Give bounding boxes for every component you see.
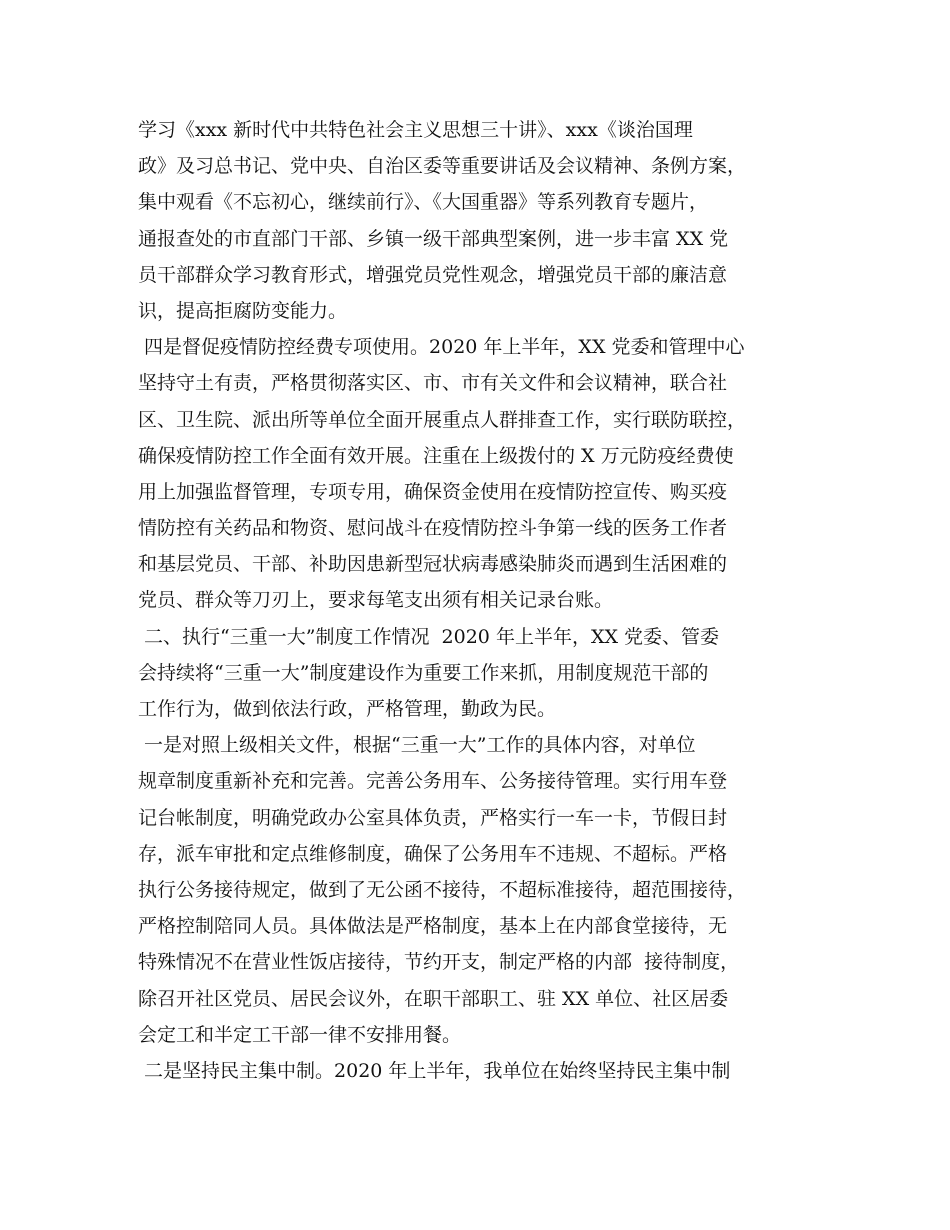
text-line: 一是对照上级相关文件，根据“三重一大”工作的具体内容，对单位 [138, 734, 696, 757]
text-line: 情防控有关药品和物资、慰问战斗在疫情防控斗争第一线的医务工作者 [138, 517, 728, 540]
text-line: 二、执行“三重一大”制度工作情况 2020 年上半年，XX 党委、管委 [138, 625, 720, 648]
text-line: 识，提高拒腐防变能力。 [138, 299, 348, 322]
text-line: 特殊情况不在营业性饭店接待，节约开支，制定严格的内部 接待制度， [138, 951, 740, 974]
text-line: 学习《xxx 新时代中共特色社会主义思想三十讲》、xxx《谈治国理 [138, 119, 693, 141]
text-line: 会持续将“三重一大”制度建设作为重要工作来抓，用制度规范干部的 [138, 661, 709, 684]
text-line: 政》及习总书记、党中央、自治区委等重要讲话及会议精神、条例方案， [138, 155, 747, 178]
text-line: 二是坚持民主集中制。2020 年上半年，我单位在始终坚持民主集中制 [138, 1059, 731, 1082]
text-line: 四是督促疫情防控经费专项使用。2020 年上半年，XX 党委和管理中心 [138, 336, 745, 359]
text-line: 区、卫生院、派出所等单位全面开展重点人群排查工作，实行联防联控， [138, 408, 747, 431]
text-line: 集中观看《不忘初心，继续前行》、《大国重器》等系列教育专题片， [138, 191, 709, 214]
text-line: 坚持守土有责，严格贯彻落实区、市、市有关文件和会议精神，联合社 [138, 372, 728, 395]
text-line: 严格控制陪同人员。具体做法是严格制度，基本上在内部食堂接待，无 [138, 915, 728, 938]
text-line: 记台帐制度，明确党政办公室具体负责，严格实行一车一卡，节假日封 [138, 806, 728, 829]
text-line: 通报查处的市直部门干部、乡镇一级干部典型案例，进一步丰富 XX 党 [138, 227, 729, 250]
text-line: 会定工和半定工干部一律不安排用餐。 [138, 1023, 462, 1046]
text-line: 员干部群众学习教育形式，增强党员党性观念，增强党员干部的廉洁意 [138, 263, 728, 286]
document-body [138, 112, 828, 1089]
text-line: 除召开社区党员、居民会议外，在职干部职工、驻 XX 单位、社区居委 [138, 987, 729, 1010]
text-line: 用上加强监督管理，专项专用，确保资金使用在疫情防控宣传、购买疫 [138, 480, 728, 503]
text-line: 党员、群众等刀刃上，要求每笔支出须有相关记录台账。 [138, 589, 614, 612]
text-line: 规章制度重新补充和完善。完善公务用车、公务接待管理。实行用车登 [138, 770, 728, 793]
text-line: 工作行为，做到依法行政，严格管理，勤政为民。 [138, 698, 557, 720]
text-line: 存，派车审批和定点维修制度，确保了公务用车不违规、不超标。严格 [138, 842, 728, 865]
text-line: 执行公务接待规定，做到了无公函不接待，不超标准接待，超范围接待， [138, 878, 747, 901]
text-line: 确保疫情防控工作全面有效开展。注重在上级拨付的 X 万元防疫经费使 [138, 444, 734, 467]
text-line: 和基层党员、干部、补助因患新型冠状病毒感染肺炎而遇到生活困难的 [138, 553, 728, 576]
